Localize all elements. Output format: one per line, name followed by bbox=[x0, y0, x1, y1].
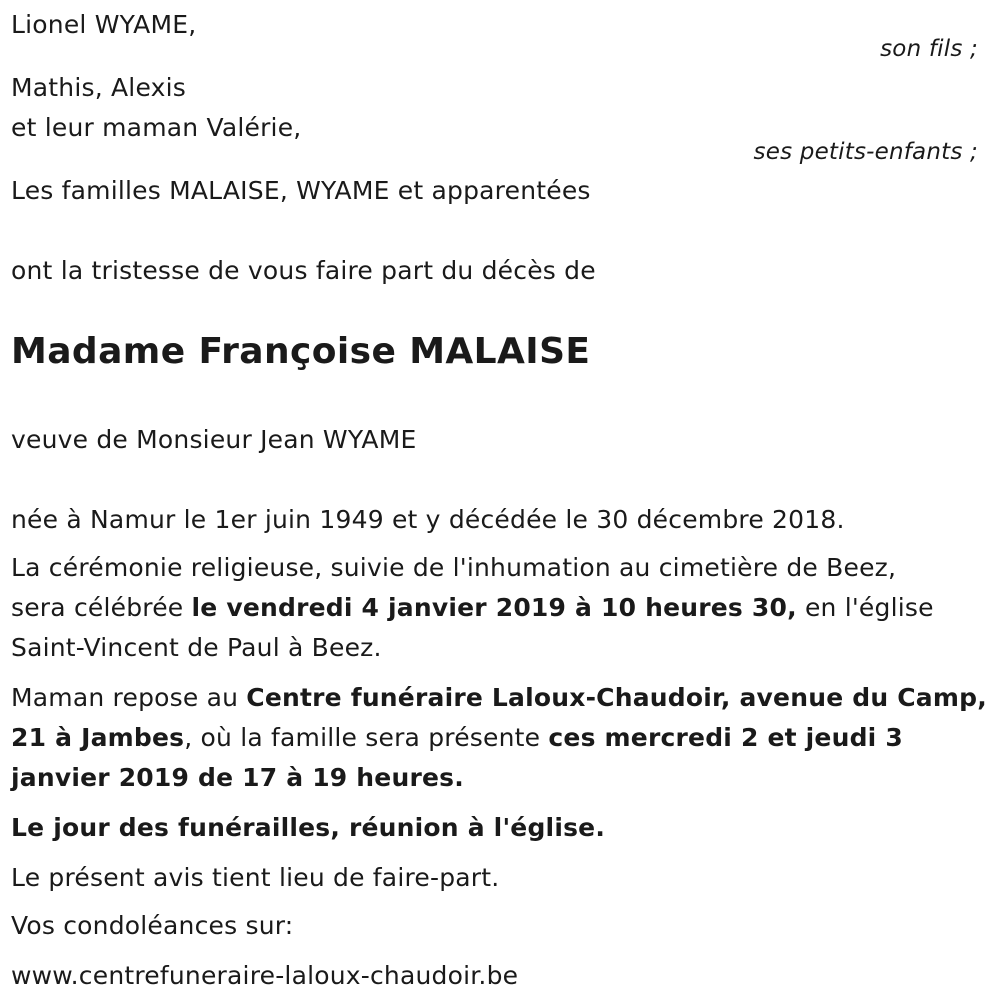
funeral-meeting-text: Le jour des funérailles, réunion à l'église. bbox=[11, 813, 606, 842]
birth-death-line: née à Namur le 1er juin 1949 et y décédée le 30 décembre 2018. bbox=[11, 505, 845, 534]
visitation-line-1-pre: Maman repose au bbox=[11, 683, 247, 712]
intro-line: ont la tristesse de vous faire part du décès de bbox=[11, 256, 596, 285]
website-link[interactable]: www.centrefuneraire-laloux-chaudoir.be bbox=[11, 961, 519, 990]
ceremony-line-2-pre: sera célébrée bbox=[11, 593, 192, 622]
visitation-line-2 bbox=[11, 723, 903, 753]
ceremony-line-2-post: en l'église bbox=[796, 593, 934, 622]
ceremony-line-1: La cérémonie religieuse, suivie de l'inhumation au cimetière de Beez, bbox=[11, 553, 897, 582]
ceremony-date-time: le vendredi 4 janvier 2019 à 10 heures 30, bbox=[191, 593, 797, 622]
grandchildren-line-2: et leur maman Valérie, bbox=[11, 113, 302, 142]
visitation-line-1 bbox=[11, 683, 987, 713]
families-line: Les familles MALAISE, WYAME et apparentées bbox=[11, 176, 591, 205]
visitation-line-3 bbox=[11, 763, 464, 793]
deceased-name: Madame Françoise MALAISE bbox=[11, 331, 591, 372]
ceremony-line-3: Saint-Vincent de Paul à Beez. bbox=[11, 633, 382, 662]
funeral-meeting-line bbox=[11, 813, 605, 843]
ceremony-line-2 bbox=[11, 593, 934, 623]
visitation-dates-cont: janvier 2019 de 17 à 19 heures. bbox=[11, 763, 464, 792]
condolences-label: Vos condoléances sur: bbox=[11, 911, 294, 940]
widow-of-line: veuve de Monsieur Jean WYAME bbox=[11, 425, 417, 454]
funeral-center-address-cont: 21 à Jambes bbox=[11, 723, 185, 752]
visitation-line-2-mid: , où la famille sera présente bbox=[184, 723, 549, 752]
son-name: Lionel WYAME, bbox=[11, 10, 197, 39]
funeral-center-address: Centre funéraire Laloux-Chaudoir, avenue du Camp, bbox=[246, 683, 987, 712]
grandchildren-line-1: Mathis, Alexis bbox=[11, 73, 186, 102]
notice-line: Le présent avis tient lieu de faire-part. bbox=[11, 863, 500, 892]
grandchildren-role: ses petits-enfants ; bbox=[753, 139, 978, 165]
son-role: son fils ; bbox=[880, 36, 978, 62]
visitation-dates: ces mercredi 2 et jeudi 3 bbox=[548, 723, 903, 752]
